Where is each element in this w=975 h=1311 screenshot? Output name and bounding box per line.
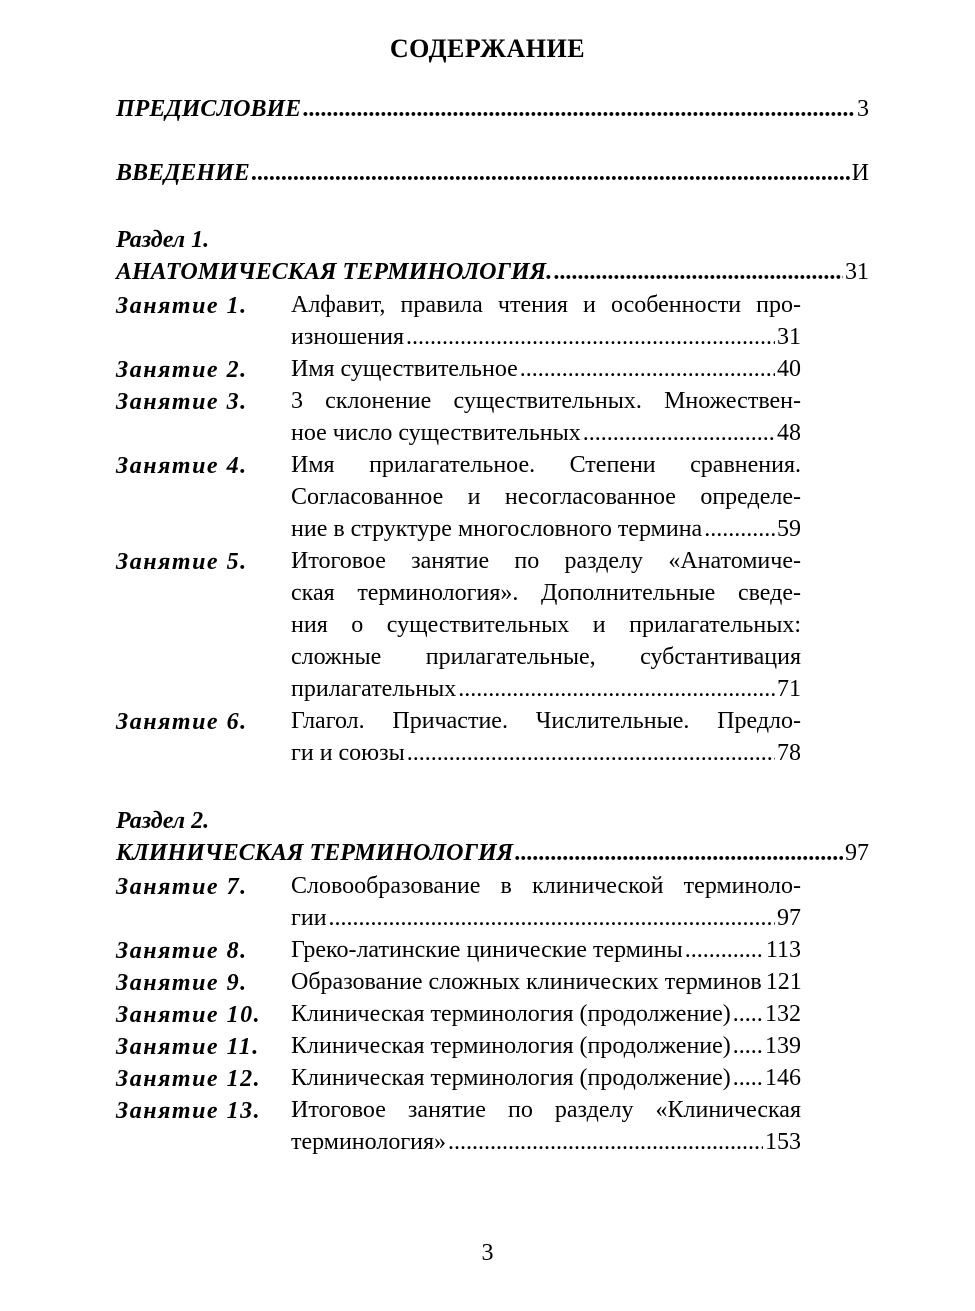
- lesson-page: 113: [765, 937, 801, 963]
- lesson-title: [291, 966, 801, 998]
- lesson-title-last-line: [291, 417, 801, 449]
- lesson-title-text: прилагательных: [291, 676, 457, 702]
- lesson-label: Занятие 13.: [116, 1098, 262, 1124]
- lesson-title: [291, 385, 801, 449]
- lesson-label: Занятие 2.: [116, 357, 248, 383]
- lesson-title-text: Клиническая терминология (продолжение): [291, 1001, 731, 1027]
- lesson-title-line: Имя прилагательное. Степени сравнения.: [291, 452, 801, 478]
- lesson-page: 78: [777, 740, 801, 766]
- lesson-label: Занятие 1.: [116, 293, 248, 319]
- lesson-title-last-line: [291, 934, 801, 966]
- toc-entry-page: 97: [845, 840, 869, 866]
- leader-dots: [554, 259, 843, 286]
- lesson-page: 139: [765, 1033, 801, 1059]
- lesson-title-last-line: [291, 673, 801, 705]
- lesson-title-line: сложные прилагательные, субстантивация: [291, 644, 801, 670]
- lesson-title-last-line: [291, 513, 801, 545]
- leader-dots: [520, 353, 775, 385]
- leader-dots: [406, 321, 775, 353]
- leader-dots: [704, 513, 775, 545]
- lesson-label: Занятие 4.: [116, 453, 248, 479]
- lesson-title: [291, 870, 801, 934]
- leader-dots: [329, 902, 775, 934]
- lesson-title: [291, 1094, 801, 1158]
- leader-dots: [407, 737, 775, 769]
- toc-entry-page: 31: [845, 259, 869, 285]
- lesson-page: 146: [765, 1065, 801, 1091]
- toc-entry-intro[interactable]: [116, 160, 869, 187]
- lesson-title: [291, 353, 801, 385]
- lesson-title-line: ния о существительных и прилагательных:: [291, 612, 801, 638]
- lesson-title-line: Итоговое занятие по разделу «Анатомиче-: [291, 548, 801, 574]
- leader-dots: [583, 417, 775, 449]
- leader-dots: [448, 1126, 763, 1158]
- lesson-page: 71: [777, 676, 801, 702]
- lesson-page: 40: [777, 356, 801, 382]
- lesson-title-line: Итоговое занятие по разделу «Клиническая: [291, 1097, 801, 1123]
- leader-dots: [303, 96, 855, 123]
- toc-entry-preface[interactable]: [116, 96, 869, 123]
- lesson-label: Занятие 9.: [116, 970, 248, 996]
- leader-dots: [733, 1062, 763, 1094]
- toc-entry-section-2[interactable]: [116, 840, 869, 867]
- lesson-title-line: Согласованное и несогласованное определе-: [291, 484, 801, 510]
- lesson-title-text: Клиническая терминология (продолжение): [291, 1033, 731, 1059]
- leader-dots: [252, 160, 850, 187]
- lesson-page: 153: [765, 1129, 801, 1155]
- lesson-label: Занятие 10.: [116, 1002, 262, 1028]
- toc-entry-page: 3: [857, 96, 869, 122]
- lesson-title: [291, 289, 801, 353]
- lesson-label: Занятие 6.: [116, 709, 248, 735]
- page-title: СОДЕРЖАНИЕ: [389, 34, 586, 63]
- lesson-label: Занятие 3.: [116, 389, 248, 415]
- lesson-title-last-line: [291, 737, 801, 769]
- leader-dots: [685, 934, 764, 966]
- lesson-page: 132: [765, 1001, 801, 1027]
- lesson-title-text: Греко-латинские цинические термины: [291, 937, 683, 963]
- lesson-page: 121: [765, 969, 802, 995]
- lesson-title-line: Алфавит, правила чтения и особенности про-: [291, 292, 801, 318]
- section-1-heading: Раздел 1.: [116, 227, 210, 253]
- lesson-title: [291, 998, 801, 1030]
- toc-entry-section-1[interactable]: [116, 259, 869, 286]
- lesson-title-text: Клиническая терминология (продолжение): [291, 1065, 731, 1091]
- lesson-label: Занятие 5.: [116, 549, 248, 575]
- lesson-page: 31: [777, 324, 801, 350]
- lesson-title-text: ное число существительных: [291, 420, 581, 446]
- leader-dots: [458, 673, 775, 705]
- leader-dots: [733, 998, 763, 1030]
- lesson-title: [291, 449, 801, 545]
- lesson-title-text: Образование сложных клинических терминов: [291, 969, 762, 995]
- lesson-title-last-line: [291, 902, 801, 934]
- lesson-title-last-line: [291, 1062, 801, 1094]
- lesson-label: Занятие 8.: [116, 938, 248, 964]
- lesson-title-text: ги и союзы: [291, 740, 405, 766]
- section-2-heading: Раздел 2.: [116, 808, 210, 834]
- lesson-title-line: ская терминология». Дополнительные сведе-: [291, 580, 801, 606]
- lesson-title: [291, 1062, 801, 1094]
- lesson-page: 59: [777, 516, 801, 542]
- lesson-title-last-line: [291, 1030, 801, 1062]
- lesson-title-last-line: [291, 966, 801, 998]
- lesson-title-last-line: [291, 998, 801, 1030]
- lesson-title-line: Словообразование в клинической терминоло-: [291, 873, 801, 899]
- lesson-title: [291, 1030, 801, 1062]
- lesson-title-text: изношения: [291, 324, 405, 350]
- lesson-title-text: ние в структуре многословного термина: [291, 516, 703, 542]
- page-number: 3: [481, 1240, 494, 1266]
- lesson-title-text: терминология»: [291, 1129, 447, 1155]
- lesson-label: Занятие 11.: [116, 1034, 260, 1060]
- lesson-title-last-line: [291, 1126, 801, 1158]
- lesson-title-last-line: [291, 321, 801, 353]
- toc-entry-label: ВВЕДЕНИЕ: [116, 160, 250, 186]
- toc-entry-label: КЛИНИЧЕСКАЯ ТЕРМИНОЛОГИЯ: [116, 840, 514, 866]
- lesson-page: 48: [777, 420, 801, 446]
- toc-entry-label: АНАТОМИЧЕСКАЯ ТЕРМИНОЛОГИЯ.: [116, 259, 553, 285]
- lesson-page: 97: [777, 905, 801, 931]
- lesson-title-last-line: [291, 353, 801, 385]
- lesson-label: Занятие 12.: [116, 1066, 262, 1092]
- lesson-title-line: Глагол. Причастие. Числительные. Предло-: [291, 708, 801, 734]
- lesson-label: Занятие 7.: [116, 874, 248, 900]
- lesson-title: [291, 545, 801, 705]
- toc-entry-page: И: [851, 160, 869, 186]
- leader-dots: [733, 1030, 763, 1062]
- leader-dots: [515, 840, 843, 867]
- lesson-title: [291, 934, 801, 966]
- lesson-title: [291, 705, 801, 769]
- lesson-title-text: Имя существительное: [291, 356, 518, 382]
- lesson-title-line: 3 склонение существительных. Множествен-: [291, 388, 801, 414]
- toc-entry-label: ПРЕДИСЛОВИЕ: [116, 96, 302, 122]
- lesson-title-text: гии: [291, 905, 327, 931]
